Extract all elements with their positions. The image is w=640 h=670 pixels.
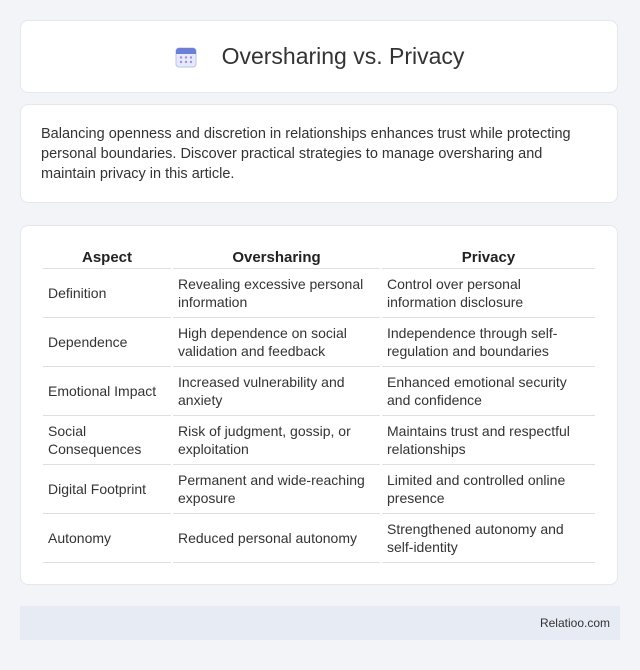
column-header: Privacy bbox=[382, 246, 595, 269]
aspect-cell: Emotional Impact bbox=[43, 367, 171, 416]
table-header-row bbox=[43, 246, 595, 269]
oversharing-cell: Revealing excessive personal information bbox=[173, 269, 380, 318]
privacy-cell: Limited and controlled online presence bbox=[382, 465, 595, 514]
oversharing-cell: Permanent and wide-reaching exposure bbox=[173, 465, 380, 514]
calendar-icon bbox=[174, 45, 198, 69]
aspect-cell: Social Consequences bbox=[43, 416, 171, 465]
table-row bbox=[43, 269, 595, 318]
intro-text: Balancing openness and discretion in relationships enhances trust while protecting personal boundaries. Discover practical strategies to manage oversharing and maintain privacy in this article. bbox=[41, 126, 571, 182]
aspect-cell: Autonomy bbox=[43, 514, 171, 563]
column-header: Aspect bbox=[43, 246, 171, 269]
aspect-cell: Dependence bbox=[43, 318, 171, 367]
column-header: Oversharing bbox=[173, 246, 380, 269]
aspect-cell: Definition bbox=[43, 269, 171, 318]
comparison-table-card bbox=[20, 225, 618, 585]
intro-card bbox=[20, 104, 618, 203]
title-card bbox=[20, 20, 618, 93]
table-row bbox=[43, 318, 595, 367]
privacy-cell: Strengthened autonomy and self-identity bbox=[382, 514, 595, 563]
comparison-table bbox=[41, 246, 597, 563]
table-row bbox=[43, 367, 595, 416]
footer bbox=[20, 606, 620, 640]
privacy-cell: Maintains trust and respectful relationships bbox=[382, 416, 595, 465]
oversharing-cell: High dependence on social validation and feedback bbox=[173, 318, 380, 367]
oversharing-cell: Increased vulnerability and anxiety bbox=[173, 367, 380, 416]
privacy-cell: Independence through self-regulation and boundaries bbox=[382, 318, 595, 367]
aspect-cell: Digital Footprint bbox=[43, 465, 171, 514]
privacy-cell: Enhanced emotional security and confidence bbox=[382, 367, 595, 416]
page-title: Oversharing vs. Privacy bbox=[221, 43, 465, 69]
footer-brand: Relatioo.com bbox=[539, 616, 610, 630]
table-row bbox=[43, 465, 595, 514]
table-row bbox=[43, 416, 595, 465]
oversharing-cell: Risk of judgment, gossip, or exploitation bbox=[173, 416, 380, 465]
privacy-cell: Control over personal information disclosure bbox=[382, 269, 595, 318]
oversharing-cell: Reduced personal autonomy bbox=[173, 514, 380, 563]
table-row bbox=[43, 514, 595, 563]
